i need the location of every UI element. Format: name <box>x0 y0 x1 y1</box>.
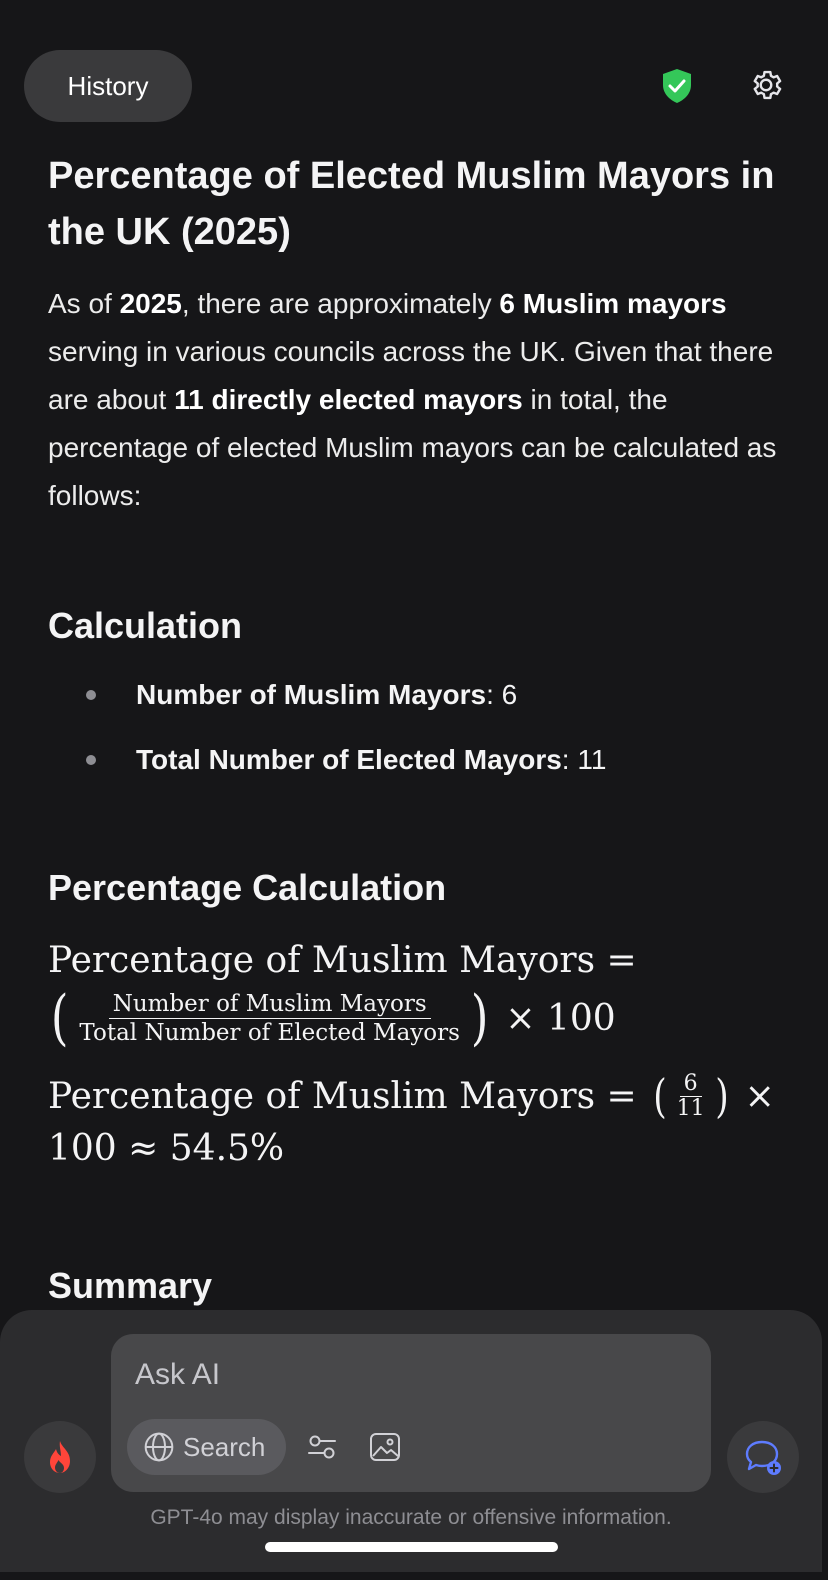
globe-icon <box>143 1431 175 1463</box>
top-bar <box>0 0 828 130</box>
fire-icon <box>44 1439 76 1475</box>
sliders-icon[interactable] <box>307 1432 337 1462</box>
new-chat-icon <box>743 1437 783 1477</box>
home-indicator[interactable] <box>265 1542 558 1552</box>
answer-title: Percentage of Elected Muslim Mayors in the UK (2025) <box>48 155 775 253</box>
formula-result: 100 ≈ 54.5% <box>48 1128 285 1169</box>
list-item: Number of Muslim Mayors: 6 <box>48 670 788 735</box>
history-button[interactable]: History <box>24 50 192 122</box>
image-icon[interactable] <box>369 1432 401 1462</box>
bullet-dot <box>86 755 96 765</box>
calculation-heading: Calculation <box>48 605 243 646</box>
formula-line-3: Percentage of Muslim Mayors = ( $\frac{6}{11}$ ) × <box>48 1069 775 1123</box>
formula-fraction: $\frac{\text{Number of Muslim Mayors}}{\text{Total Number of Elected Mayors}}$ <box>79 990 460 1046</box>
list-item: Total Number of Elected Mayors: 11 <box>48 735 788 800</box>
composer-panel <box>0 1310 822 1572</box>
formula-fraction-values: $\frac{6}{11}$ <box>676 1070 705 1121</box>
percentage-heading: Percentage Calculation <box>48 867 447 908</box>
gear-icon[interactable] <box>748 67 784 103</box>
intro-paragraph: As of 2025, there are approximately 6 Muslim mayors serving in various councils across the UK. Given that there are about 11 directly elected mayors in total, the percentage of elected Muslim mayors can be calculated as follows: <box>48 288 777 511</box>
formula-line-2: ( $\frac{\text{Number of Muslim Mayors}}{\text{Total Number of Elected Mayors}}$ ) × 100 <box>50 983 616 1053</box>
shield-check-icon[interactable] <box>660 68 694 104</box>
ask-input[interactable] <box>111 1334 711 1492</box>
trending-button[interactable] <box>24 1421 96 1493</box>
summary-heading: Summary <box>48 1265 213 1306</box>
new-chat-button[interactable] <box>727 1421 799 1493</box>
search-toggle-button[interactable] <box>127 1419 286 1475</box>
answer-content <box>48 148 788 520</box>
search-label: Search <box>183 1431 266 1462</box>
disclaimer-text: GPT-4o may display inaccurate or offensive information. <box>150 1506 672 1529</box>
bullet-dot <box>86 690 96 700</box>
formula-line-1: Percentage of Muslim Mayors = <box>48 940 637 981</box>
calculation-list <box>48 670 788 800</box>
ask-placeholder: Ask AI <box>135 1358 221 1391</box>
